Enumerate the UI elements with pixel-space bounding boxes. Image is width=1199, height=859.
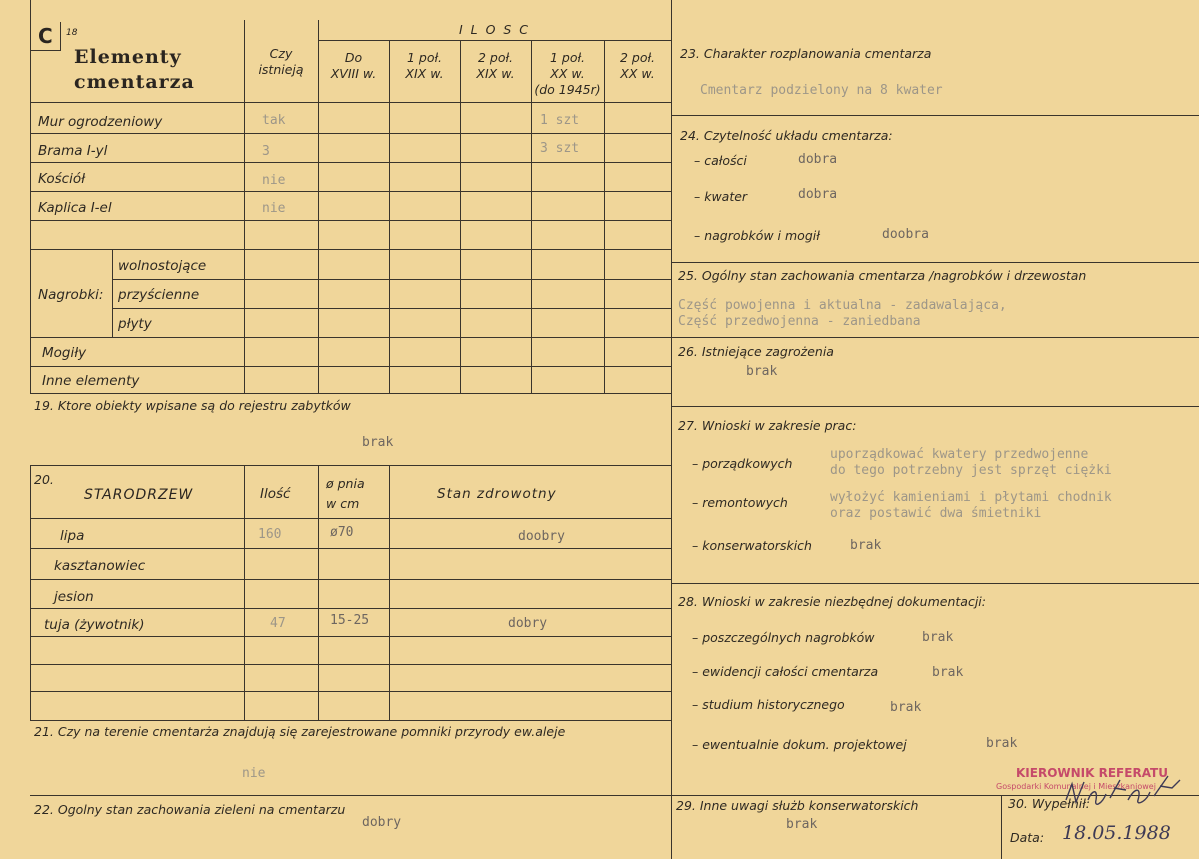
tree-pnia-tuja: 15-25: [330, 613, 370, 628]
s21-value: nie: [242, 766, 266, 781]
rule: [30, 220, 671, 221]
rule: [30, 636, 671, 637]
row-label-mur: Mur ogrodzeniowy: [38, 114, 163, 130]
s19-value: brak: [362, 435, 394, 450]
nagrobki-type-2: przyścienne: [118, 287, 200, 303]
rule: [30, 548, 671, 549]
tree-name-kasztanowiec: kasztanowiec: [54, 558, 146, 574]
s28-item-1-value: brak: [922, 630, 954, 645]
s26-value: brak: [746, 364, 778, 379]
rule: [112, 279, 671, 280]
rule: [30, 162, 671, 163]
col-header-3: 2 poł. XIX w.: [476, 50, 515, 81]
tree-name-jesion: jesion: [54, 589, 94, 605]
s28-label: 28. Wnioski w zakresie niezbędnej dokumentacji:: [678, 594, 986, 609]
ilosc-header: I L O S C: [458, 22, 531, 37]
col-header-2: 1 poł. XIX w.: [405, 50, 444, 81]
s28-item-1-label: – poszczególnych nagrobków: [692, 630, 875, 645]
rule: [30, 795, 671, 796]
rule: [30, 608, 671, 609]
title-line2: cmentarza: [74, 71, 195, 93]
s27-item-1-line1: uporządkować kwatery przedwojenne: [830, 447, 1089, 462]
s21-label: 21. Czy na terenie cmentarża znajdują się zarejestrowane pomniki przyrody ew.aleje: [34, 724, 566, 739]
s27-item-2-label: – remontowych: [692, 495, 788, 510]
s29-label: 29. Inne uwagi służb konserwatorskich: [676, 798, 919, 813]
col-header-1: Do XVIII w.: [330, 50, 377, 81]
rule: [1001, 795, 1002, 859]
col-header-5: 2 poł. XX w.: [619, 50, 656, 81]
s27-item-2-line1: wyłożyć kamieniami i płytami chodnik: [830, 490, 1112, 505]
s24-item-2-value: dobra: [798, 187, 838, 202]
s28-item-3-value: brak: [890, 700, 922, 715]
row-exists-brama: 3: [262, 144, 270, 159]
row-label-brama: Brama I-yl: [38, 143, 108, 159]
s20-header-stan: Stan zdrowotny: [437, 486, 557, 502]
nagrobki-label: Nagrobki:: [38, 287, 104, 303]
stamp-line2: Gospodarki Komunalnej i Mieszkaniowej: [996, 782, 1156, 791]
s23-label: 23. Charakter rozplanowania cmentarza: [680, 46, 932, 61]
rule: [460, 40, 461, 393]
s27-item-3-value: brak: [850, 538, 882, 553]
s20-number: 20.: [34, 472, 54, 487]
rule: [30, 249, 671, 250]
s20-header-name: STARODRZEW: [84, 487, 194, 503]
nagrobki-type-1: wolnostojące: [118, 258, 207, 274]
row-exists-mur: tak: [262, 113, 286, 128]
s28-item-4-label: – ewentualnie dokum. projektowej: [692, 737, 907, 752]
main-divider: [671, 0, 672, 859]
s30-date-label: Data:: [1010, 830, 1045, 845]
signature: [1062, 770, 1192, 820]
s27-label: 27. Wnioski w zakresie prac:: [678, 418, 857, 433]
s30-date-value: 18.05.1988: [1062, 822, 1171, 844]
s28-item-3-label: – studium historycznego: [692, 697, 845, 712]
s24-item-2-label: – kwater: [694, 189, 748, 204]
tree-name-tuja: tuja (żywotnik): [44, 617, 145, 633]
s24-label: 24. Czytelność układu cmentarza:: [680, 128, 893, 143]
row-label-kosciol: Kościół: [38, 171, 85, 187]
s25-line2: Część przedwojenna - zaniedbana: [678, 314, 921, 329]
rule: [30, 518, 671, 519]
section-letter: C: [38, 24, 53, 48]
rule: [604, 40, 605, 393]
tree-pnia-lipa: ø70: [330, 525, 354, 540]
rule: [112, 249, 113, 337]
s22-value: dobry: [362, 815, 402, 830]
rule: [30, 393, 671, 394]
rule: [30, 337, 671, 338]
s28-item-2-value: brak: [932, 665, 964, 680]
rule: [30, 720, 671, 721]
rule: [671, 337, 1199, 338]
rule: [30, 191, 671, 192]
s20-header-pnia2: w cm: [326, 496, 360, 511]
rule: [671, 262, 1199, 263]
s27-item-2-line2: oraz postawić dwa śmietniki: [830, 506, 1042, 521]
s30-label: 30. Wypełnił:: [1008, 796, 1091, 811]
title-line1: Elementy: [74, 46, 182, 68]
stamp-line1: KIEROWNIK REFERATU: [1016, 766, 1168, 780]
rule: [30, 133, 671, 134]
rule: [30, 102, 671, 103]
rule: [30, 465, 31, 720]
rule: [671, 406, 1199, 407]
nagrobki-type-3: płyty: [118, 316, 152, 332]
s24-item-1-label: – całości: [694, 153, 747, 168]
tree-ilosc-lipa: 160: [258, 527, 282, 542]
s20-header-ilosc: Ilość: [260, 486, 291, 502]
col-header-4: 1 poł. XX w. (do 1945r): [534, 50, 601, 97]
tree-ilosc-tuja: 47: [270, 616, 286, 631]
tree-stan-lipa: doobry: [518, 529, 565, 544]
rule: [318, 465, 319, 720]
s25-label: 25. Ogólny stan zachowania cmentarza /nagrobków i drzewostan: [678, 268, 1087, 283]
rule: [389, 465, 390, 720]
rule: [389, 40, 390, 393]
s29-value: brak: [786, 817, 818, 832]
s23-value: Cmentarz podzielony na 8 kwater: [700, 83, 943, 98]
s28-item-4-value: brak: [986, 736, 1018, 751]
rule: [30, 579, 671, 580]
rule: [671, 115, 1199, 116]
czy-istnieja-header: Czy istnieją: [258, 46, 304, 77]
tree-name-lipa: lipa: [60, 528, 85, 544]
s26-label: 26. Istniejące zagrożenia: [678, 344, 834, 359]
rule: [30, 0, 31, 393]
s27-item-1-line2: do tego potrzebny jest sprzęt ciężki: [830, 463, 1112, 478]
s27-item-3-label: – konserwatorskich: [692, 538, 812, 553]
s20-header-pnia1: ø pnia: [326, 476, 365, 491]
rule: [244, 465, 245, 720]
rule: [30, 664, 671, 665]
row-xx1-brama: 3 szt: [540, 141, 580, 156]
row-label-kaplica: Kaplica I-el: [38, 200, 112, 216]
s27-item-1-label: – porządkowych: [692, 456, 793, 471]
s22-label: 22. Ogolny stan zachowania zieleni na cmentarzu: [34, 802, 346, 817]
s25-line1: Część powojenna i aktualna - zadawalająca,: [678, 298, 1007, 313]
s24-item-3-label: – nagrobków i mogił: [694, 228, 820, 243]
mogily-label: Mogiły: [42, 345, 87, 361]
row-exists-kaplica: nie: [262, 201, 286, 216]
inne-label: Inne elementy: [42, 373, 140, 389]
s19-label: 19. Ktore obiekty wpisane są do rejestru zabytków: [34, 398, 351, 413]
rule: [30, 465, 671, 466]
rule: [318, 40, 671, 41]
s28-item-2-label: – ewidencji całości cmentarza: [692, 664, 879, 679]
s24-item-3-value: doobra: [882, 227, 929, 242]
rule: [30, 366, 671, 367]
rule: [112, 308, 671, 309]
row-exists-kosciol: nie: [262, 173, 286, 188]
rule: [30, 691, 671, 692]
tree-stan-tuja: dobry: [508, 616, 548, 631]
section-number: 18: [66, 28, 78, 38]
rule: [671, 583, 1199, 584]
row-xx1-mur: 1 szt: [540, 113, 580, 128]
s24-item-1-value: dobra: [798, 152, 838, 167]
